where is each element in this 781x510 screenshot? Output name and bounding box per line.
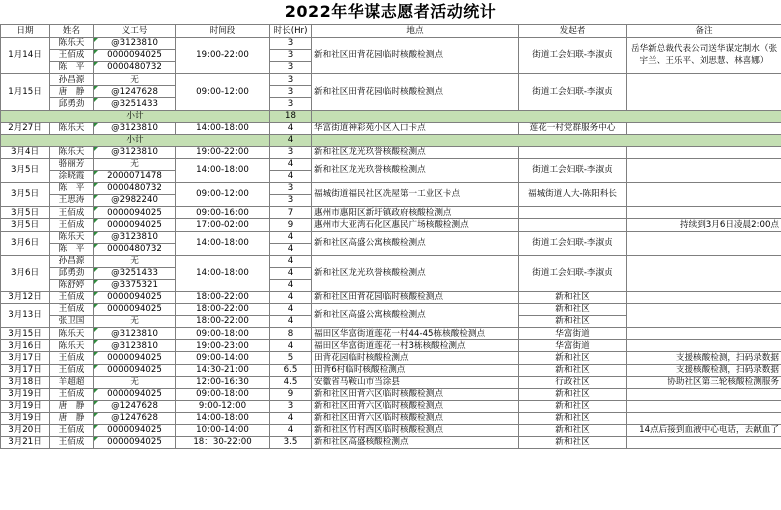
hours-cell[interactable]: 4: [270, 231, 312, 243]
date-cell[interactable]: 3月17日: [1, 364, 50, 376]
location-cell[interactable]: 新和社区田背六区临时核酸检测点: [312, 412, 519, 424]
location-cell[interactable]: 新和社区竹村西区临时核酸检测点: [312, 425, 519, 437]
hours-cell[interactable]: 3: [270, 38, 312, 50]
sheet-title: 2022年华谋志愿者活动统计: [284, 2, 497, 21]
name-cell[interactable]: 孙昌源: [50, 74, 94, 86]
subtotal-hours[interactable]: 4: [270, 134, 312, 146]
date-cell[interactable]: 3月16日: [1, 340, 50, 352]
hours-cell[interactable]: 4: [270, 171, 312, 183]
note-cell[interactable]: [627, 122, 781, 134]
table-row: [1, 364, 781, 376]
table-row: [1, 376, 781, 388]
volunteer-id-cell[interactable]: 2000071478: [94, 171, 176, 183]
organizer-cell[interactable]: 新和社区: [519, 291, 627, 303]
time-range-cell[interactable]: 14:00-18:00: [176, 255, 270, 291]
name-cell[interactable]: 王佰成: [50, 304, 94, 316]
volunteer-id-cell[interactable]: 无: [94, 316, 176, 328]
table-row: [1, 38, 781, 50]
hours-cell[interactable]: 4: [270, 412, 312, 424]
hours-cell[interactable]: 3: [270, 86, 312, 98]
name-cell[interactable]: 唐 静: [50, 86, 94, 98]
date-cell[interactable]: 3月5日: [1, 207, 50, 219]
subtotal-hours[interactable]: 18: [270, 110, 312, 122]
header-time-range[interactable]: 时间段: [176, 25, 270, 38]
name-cell[interactable]: 孙昌源: [50, 255, 94, 267]
date-cell[interactable]: 3月13日: [1, 304, 50, 328]
time-range-cell[interactable]: 09:00-12:00: [176, 183, 270, 207]
hours-cell[interactable]: 3.5: [270, 437, 312, 449]
date-cell[interactable]: 3月6日: [1, 231, 50, 255]
table-row: [1, 74, 781, 86]
organizer-cell[interactable]: 新和社区: [519, 304, 627, 316]
date-cell[interactable]: 3月21日: [1, 437, 50, 449]
time-range-cell[interactable]: 09:00-14:00: [176, 352, 270, 364]
hours-cell[interactable]: 8: [270, 328, 312, 340]
hours-cell[interactable]: 6.5: [270, 364, 312, 376]
note-cell[interactable]: [627, 412, 781, 424]
volunteer-id-cell[interactable]: @1247628: [94, 412, 176, 424]
note-cell[interactable]: [627, 158, 781, 182]
table-row: [1, 425, 781, 437]
name-cell[interactable]: 王佰成: [50, 291, 94, 303]
name-cell[interactable]: 陈 平: [50, 183, 94, 195]
location-cell[interactable]: 福田区华富街道莲花一村44-45栋核酸检测点: [312, 328, 519, 340]
name-cell[interactable]: 张卫国: [50, 316, 94, 328]
name-cell[interactable]: 邱勇劲: [50, 267, 94, 279]
organizer-cell[interactable]: 街道工会妇联-李淑贞: [519, 158, 627, 182]
time-range-cell[interactable]: 19:00-23:00: [176, 340, 270, 352]
date-cell[interactable]: 2月27日: [1, 122, 50, 134]
name-cell[interactable]: 王佰成: [50, 50, 94, 62]
date-cell[interactable]: 3月15日: [1, 328, 50, 340]
table-body: [1, 38, 781, 449]
hours-cell[interactable]: 4: [270, 158, 312, 170]
note-cell[interactable]: [627, 74, 781, 110]
location-cell[interactable]: 福田区华富街道莲花一村3栋核酸检测点: [312, 340, 519, 352]
name-cell[interactable]: 陈乐天: [50, 146, 94, 158]
volunteer-id-cell[interactable]: @2982240: [94, 195, 176, 207]
date-cell[interactable]: 3月20日: [1, 425, 50, 437]
subtotal-row: [1, 110, 781, 122]
time-range-cell[interactable]: 14:00-18:00: [176, 158, 270, 182]
date-cell[interactable]: 3月6日: [1, 255, 50, 291]
hours-cell[interactable]: 5: [270, 352, 312, 364]
hours-cell[interactable]: 4: [270, 304, 312, 316]
volunteer-table: [0, 24, 781, 449]
location-cell[interactable]: 新和社区龙光玖誉核酸检测点: [312, 255, 519, 291]
volunteer-id-cell[interactable]: 0000480732: [94, 62, 176, 74]
hours-cell[interactable]: 3: [270, 146, 312, 158]
time-range-cell[interactable]: 09:00-16:00: [176, 207, 270, 219]
table-row: [1, 400, 781, 412]
name-cell[interactable]: 骆丽芳: [50, 158, 94, 170]
volunteer-id-cell[interactable]: 0000094025: [94, 304, 176, 316]
volunteer-id-cell[interactable]: 无: [94, 255, 176, 267]
volunteer-id-cell[interactable]: 0000094025: [94, 437, 176, 449]
time-range-cell[interactable]: 18：30-22:00: [176, 437, 270, 449]
note-cell[interactable]: [627, 437, 781, 449]
date-cell[interactable]: 1月14日: [1, 38, 50, 74]
header-name[interactable]: 姓名: [50, 25, 94, 38]
organizer-cell[interactable]: 新和社区: [519, 400, 627, 412]
volunteer-id-cell[interactable]: @3123810: [94, 146, 176, 158]
table-row: [1, 122, 781, 134]
header-organizer[interactable]: 发起者: [519, 25, 627, 38]
subtotal-label[interactable]: 小计: [1, 134, 270, 146]
location-cell[interactable]: 田背6村临时核酸检测点: [312, 364, 519, 376]
date-cell[interactable]: 3月5日: [1, 158, 50, 182]
note-cell[interactable]: [627, 328, 781, 340]
hours-cell[interactable]: 4: [270, 340, 312, 352]
name-cell[interactable]: 涂晓霞: [50, 171, 94, 183]
time-range-cell[interactable]: 19:00-22:00: [176, 146, 270, 158]
note-cell[interactable]: [627, 146, 781, 158]
time-range-cell[interactable]: 18:00-22:00: [176, 316, 270, 328]
time-range-cell[interactable]: 19:00-22:00: [176, 38, 270, 74]
hours-cell[interactable]: 3: [270, 98, 312, 110]
note-cell[interactable]: [627, 231, 781, 255]
hours-cell[interactable]: 4: [270, 243, 312, 255]
organizer-cell[interactable]: 新和社区: [519, 412, 627, 424]
table-row: [1, 340, 781, 352]
location-cell[interactable]: 田背花园临时核酸检测点: [312, 352, 519, 364]
organizer-cell[interactable]: [519, 146, 627, 158]
name-cell[interactable]: 唐 静: [50, 400, 94, 412]
note-cell[interactable]: [627, 255, 781, 291]
organizer-cell[interactable]: 街道工会妇联-李淑贞: [519, 231, 627, 255]
table-row: [1, 158, 781, 170]
volunteer-id-cell[interactable]: 0000480732: [94, 183, 176, 195]
volunteer-id-cell[interactable]: @3123810: [94, 340, 176, 352]
hours-cell[interactable]: 3: [270, 62, 312, 74]
location-cell[interactable]: 福城街道福民社区冼屋第一工业区卡点: [312, 183, 519, 207]
subtotal-empty[interactable]: [312, 134, 781, 146]
location-cell[interactable]: 惠州市惠阳区新圩镇政府核酸检测点: [312, 207, 519, 219]
header-hours[interactable]: 时长(Hr): [270, 25, 312, 38]
date-cell[interactable]: 3月4日: [1, 146, 50, 158]
organizer-cell[interactable]: 华富街道: [519, 328, 627, 340]
time-range-cell[interactable]: 18:00-22:00: [176, 304, 270, 316]
organizer-cell[interactable]: [519, 207, 627, 219]
organizer-cell[interactable]: 行政社区: [519, 376, 627, 388]
volunteer-id-cell[interactable]: 无: [94, 158, 176, 170]
location-cell[interactable]: 华富街道神彩苑小区入口卡点: [312, 122, 519, 134]
volunteer-id-cell[interactable]: @3123810: [94, 328, 176, 340]
name-cell[interactable]: 唐 静: [50, 412, 94, 424]
organizer-cell[interactable]: 新和社区: [519, 316, 627, 328]
name-cell[interactable]: 陈乐天: [50, 340, 94, 352]
hours-cell[interactable]: 9: [270, 388, 312, 400]
hours-cell[interactable]: 3: [270, 183, 312, 195]
location-cell[interactable]: 新和社区田背花园临时核酸检测点: [312, 74, 519, 110]
time-range-cell[interactable]: 14:30-21:00: [176, 364, 270, 376]
location-cell[interactable]: 惠州市大亚湾石化区惠民广场核酸检测点: [312, 219, 519, 231]
location-cell[interactable]: 新和社区田背六区临时核酸检测点: [312, 400, 519, 412]
volunteer-id-cell[interactable]: 0000480732: [94, 243, 176, 255]
volunteer-id-cell[interactable]: @3123810: [94, 38, 176, 50]
table-row: [1, 146, 781, 158]
table-row: [1, 352, 781, 364]
hours-cell[interactable]: 4.5: [270, 376, 312, 388]
note-cell[interactable]: 支援核酸检测，扫码录数据: [627, 352, 781, 364]
table-row: [1, 412, 781, 424]
name-cell[interactable]: 陈乐天: [50, 38, 94, 50]
time-range-cell[interactable]: 9:00-12:00: [176, 400, 270, 412]
hours-cell[interactable]: 4: [270, 291, 312, 303]
date-cell[interactable]: 3月18日: [1, 376, 50, 388]
header-date[interactable]: 日期: [1, 25, 50, 38]
date-cell[interactable]: 3月17日: [1, 352, 50, 364]
organizer-cell[interactable]: 新和社区: [519, 388, 627, 400]
volunteer-id-cell[interactable]: @3251433: [94, 267, 176, 279]
note-cell[interactable]: [627, 304, 781, 328]
header-row: [1, 25, 781, 38]
hours-cell[interactable]: 4: [270, 316, 312, 328]
note-cell[interactable]: [627, 400, 781, 412]
organizer-cell[interactable]: 新和社区: [519, 352, 627, 364]
name-cell[interactable]: 王佰成: [50, 207, 94, 219]
name-cell[interactable]: 王佰成: [50, 437, 94, 449]
volunteer-id-cell[interactable]: @3251433: [94, 98, 176, 110]
hours-cell[interactable]: 7: [270, 207, 312, 219]
date-cell[interactable]: 3月19日: [1, 400, 50, 412]
organizer-cell[interactable]: 街道工会妇联-李淑贞: [519, 255, 627, 291]
table-row: [1, 231, 781, 243]
hours-cell[interactable]: 4: [270, 425, 312, 437]
note-cell[interactable]: [627, 183, 781, 207]
time-range-cell[interactable]: 09:00-18:00: [176, 328, 270, 340]
name-cell[interactable]: 陈乐天: [50, 122, 94, 134]
volunteer-id-cell[interactable]: 0000094025: [94, 50, 176, 62]
hours-cell[interactable]: 3: [270, 74, 312, 86]
time-range-cell[interactable]: 09:00-18:00: [176, 388, 270, 400]
note-cell[interactable]: 支援核酸检测，扫码录数据: [627, 364, 781, 376]
table-row: [1, 207, 781, 219]
volunteer-id-cell[interactable]: 无: [94, 376, 176, 388]
time-range-cell[interactable]: 10:00-14:00: [176, 425, 270, 437]
time-range-cell[interactable]: 14:00-18:00: [176, 122, 270, 134]
location-cell[interactable]: 新和社区高盛核酸检测点: [312, 437, 519, 449]
note-cell[interactable]: 协助社区第三轮核酸检测服务: [627, 376, 781, 388]
date-cell[interactable]: 3月12日: [1, 291, 50, 303]
date-cell[interactable]: 3月19日: [1, 388, 50, 400]
volunteer-id-cell[interactable]: 0000094025: [94, 364, 176, 376]
name-cell[interactable]: 王思涛: [50, 195, 94, 207]
location-cell[interactable]: 新和社区龙光玖誉核酸检测点: [312, 146, 519, 158]
table-row: [1, 328, 781, 340]
time-range-cell[interactable]: 14:00-18:00: [176, 231, 270, 255]
date-cell[interactable]: 3月5日: [1, 183, 50, 207]
table-row: [1, 388, 781, 400]
location-cell[interactable]: 安徽省马鞍山市当涂县: [312, 376, 519, 388]
time-range-cell[interactable]: 14:00-18:00: [176, 412, 270, 424]
date-cell[interactable]: 3月5日: [1, 219, 50, 231]
note-cell[interactable]: [627, 291, 781, 303]
date-cell[interactable]: 3月19日: [1, 412, 50, 424]
volunteer-id-cell[interactable]: 0000094025: [94, 425, 176, 437]
hours-cell[interactable]: 3: [270, 195, 312, 207]
table-row: [1, 291, 781, 303]
volunteer-id-cell[interactable]: 0000094025: [94, 207, 176, 219]
table-row: [1, 183, 781, 195]
location-cell[interactable]: 新和社区龙光玖誉核酸检测点: [312, 158, 519, 182]
table-row: [1, 304, 781, 316]
organizer-cell[interactable]: 新和社区: [519, 425, 627, 437]
header-note[interactable]: 备注: [627, 25, 781, 38]
name-cell[interactable]: 王佰成: [50, 364, 94, 376]
hours-cell[interactable]: 4: [270, 122, 312, 134]
hours-cell[interactable]: 3: [270, 50, 312, 62]
name-cell[interactable]: 陈舒婷: [50, 279, 94, 291]
organizer-cell[interactable]: 华富街道: [519, 340, 627, 352]
name-cell[interactable]: 陈 平: [50, 243, 94, 255]
volunteer-id-cell[interactable]: @3123810: [94, 231, 176, 243]
location-cell[interactable]: 新和社区田背六区临时核酸检测点: [312, 388, 519, 400]
name-cell[interactable]: 羊超超: [50, 376, 94, 388]
location-cell[interactable]: 新和社区高盛公寓核酸检测点: [312, 231, 519, 255]
name-cell[interactable]: 陈 平: [50, 62, 94, 74]
name-cell[interactable]: 王佰成: [50, 388, 94, 400]
time-range-cell[interactable]: 18:00-22:00: [176, 291, 270, 303]
table-row: [1, 437, 781, 449]
volunteer-id-cell[interactable]: 0000094025: [94, 352, 176, 364]
name-cell[interactable]: 陈乐天: [50, 328, 94, 340]
hours-cell[interactable]: 4: [270, 267, 312, 279]
organizer-cell[interactable]: [519, 219, 627, 231]
note-cell[interactable]: [627, 340, 781, 352]
volunteer-id-cell[interactable]: @3123810: [94, 122, 176, 134]
organizer-cell[interactable]: 街道工会妇联-李淑贞: [519, 38, 627, 74]
location-cell[interactable]: 新和社区田背花园临时核酸检测点: [312, 291, 519, 303]
name-cell[interactable]: 王佰成: [50, 219, 94, 231]
organizer-cell[interactable]: 新和社区: [519, 364, 627, 376]
location-cell[interactable]: 新和社区田背花园临时核酸检测点: [312, 38, 519, 74]
name-cell[interactable]: 邱勇劲: [50, 98, 94, 110]
time-range-cell[interactable]: 09:00-12:00: [176, 74, 270, 110]
note-cell[interactable]: [627, 388, 781, 400]
date-cell[interactable]: 1月15日: [1, 74, 50, 110]
organizer-cell[interactable]: 福城街道人大-陈阳科长: [519, 183, 627, 207]
volunteer-id-cell[interactable]: 0000094025: [94, 219, 176, 231]
time-range-cell[interactable]: 12:00-16:30: [176, 376, 270, 388]
organizer-cell[interactable]: 新和社区: [519, 437, 627, 449]
note-cell[interactable]: 14点后接到血液中心电话，去献血了: [627, 425, 781, 437]
subtotal-row: [1, 134, 781, 146]
volunteer-id-cell[interactable]: @1247628: [94, 86, 176, 98]
note-cell[interactable]: [627, 207, 781, 219]
hours-cell[interactable]: 3: [270, 400, 312, 412]
volunteer-id-cell[interactable]: 0000094025: [94, 388, 176, 400]
volunteer-id-cell[interactable]: @3375321: [94, 279, 176, 291]
time-range-cell[interactable]: 17:00-02:00: [176, 219, 270, 231]
name-cell[interactable]: 陈乐天: [50, 231, 94, 243]
volunteer-id-cell[interactable]: 0000094025: [94, 291, 176, 303]
table-row: [1, 255, 781, 267]
note-cell[interactable]: 岳华新总裁代表公司送华谋定制水（张宇兰、王乐平、刘思慧、林喜娜）: [627, 38, 781, 74]
name-cell[interactable]: 王佰成: [50, 352, 94, 364]
header-volunteer-id[interactable]: 义工号: [94, 25, 176, 38]
hours-cell[interactable]: 4: [270, 255, 312, 267]
header-location[interactable]: 地点: [312, 25, 519, 38]
name-cell[interactable]: 王佰成: [50, 425, 94, 437]
subtotal-empty[interactable]: [312, 110, 781, 122]
volunteer-id-cell[interactable]: @1247628: [94, 400, 176, 412]
location-cell[interactable]: 新和社区高盛公寓核酸检测点: [312, 304, 519, 328]
organizer-cell[interactable]: 街道工会妇联-李淑贞: [519, 74, 627, 110]
note-cell[interactable]: 持续到3月6日凌晨2:00点: [627, 219, 781, 231]
volunteer-id-cell[interactable]: 无: [94, 74, 176, 86]
subtotal-label[interactable]: 小计: [1, 110, 270, 122]
hours-cell[interactable]: 9: [270, 219, 312, 231]
organizer-cell[interactable]: 莲花一村党群服务中心: [519, 122, 627, 134]
table-row: [1, 219, 781, 231]
hours-cell[interactable]: 4: [270, 279, 312, 291]
